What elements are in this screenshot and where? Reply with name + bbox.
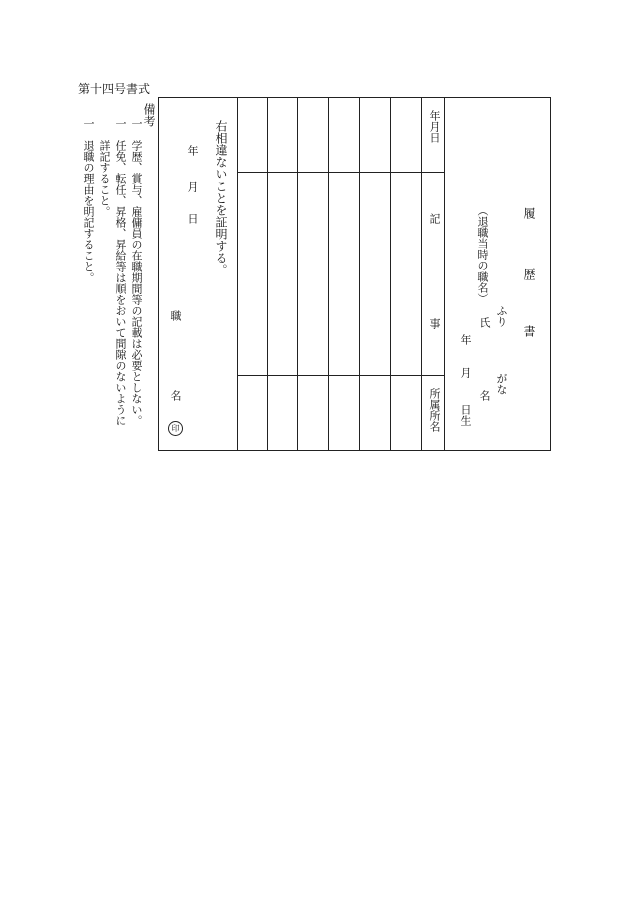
record-column-header-2: 事 xyxy=(428,318,441,329)
column-divider xyxy=(267,97,268,451)
row-divider xyxy=(237,172,444,173)
cert-title-label-1: 職 xyxy=(169,310,182,321)
name-label-2: 名 xyxy=(478,390,491,401)
column-divider xyxy=(237,97,238,451)
cert-month-label: 月 xyxy=(186,181,199,192)
title-char-2: 歴 xyxy=(522,268,536,280)
seal-mark: 印 xyxy=(168,421,183,436)
remarks-heading: 備考 xyxy=(142,103,156,127)
cert-day-label: 日 xyxy=(186,213,199,224)
column-divider xyxy=(390,97,391,451)
column-divider xyxy=(359,97,360,451)
date-column-header: 年月日 xyxy=(428,110,441,143)
birth-year-label: 年 xyxy=(459,334,472,345)
furigana-label-2: がな xyxy=(495,373,508,395)
cert-year-label: 年 xyxy=(186,145,199,156)
record-column-header-1: 記 xyxy=(428,213,441,224)
column-divider xyxy=(328,97,329,451)
birth-day-label: 日生 xyxy=(459,404,472,426)
certification-statement: 右相違ないことを証明する。 xyxy=(214,120,228,276)
birth-month-label: 月 xyxy=(459,367,472,378)
former-position-label: （退職当時の職名） xyxy=(476,205,489,304)
row-divider xyxy=(237,375,444,376)
remark-item: 詳記すること。 xyxy=(98,118,111,217)
column-divider xyxy=(297,97,298,451)
column-divider xyxy=(444,97,445,451)
title-char-3: 書 xyxy=(522,325,536,337)
column-divider xyxy=(421,97,422,451)
name-label-1: 氏 xyxy=(478,317,491,328)
remark-item: 一 任免、転任、昇格、昇給等は順をおいて間隙のないように xyxy=(114,118,127,426)
title-char-1: 履 xyxy=(522,207,536,219)
remark-item: 一 退職の理由を明記すること。 xyxy=(82,118,95,283)
form-number: 第十四号書式 xyxy=(78,82,151,96)
affiliation-column-header: 所属所名 xyxy=(428,388,441,432)
furigana-label-1: ふり xyxy=(495,305,508,327)
cert-title-label-2: 名 xyxy=(169,390,182,401)
remark-item: 一 学歴、賞与、雇傭員の在職期間等の記載は必要としない。 xyxy=(130,118,143,426)
seal-icon xyxy=(168,416,183,436)
